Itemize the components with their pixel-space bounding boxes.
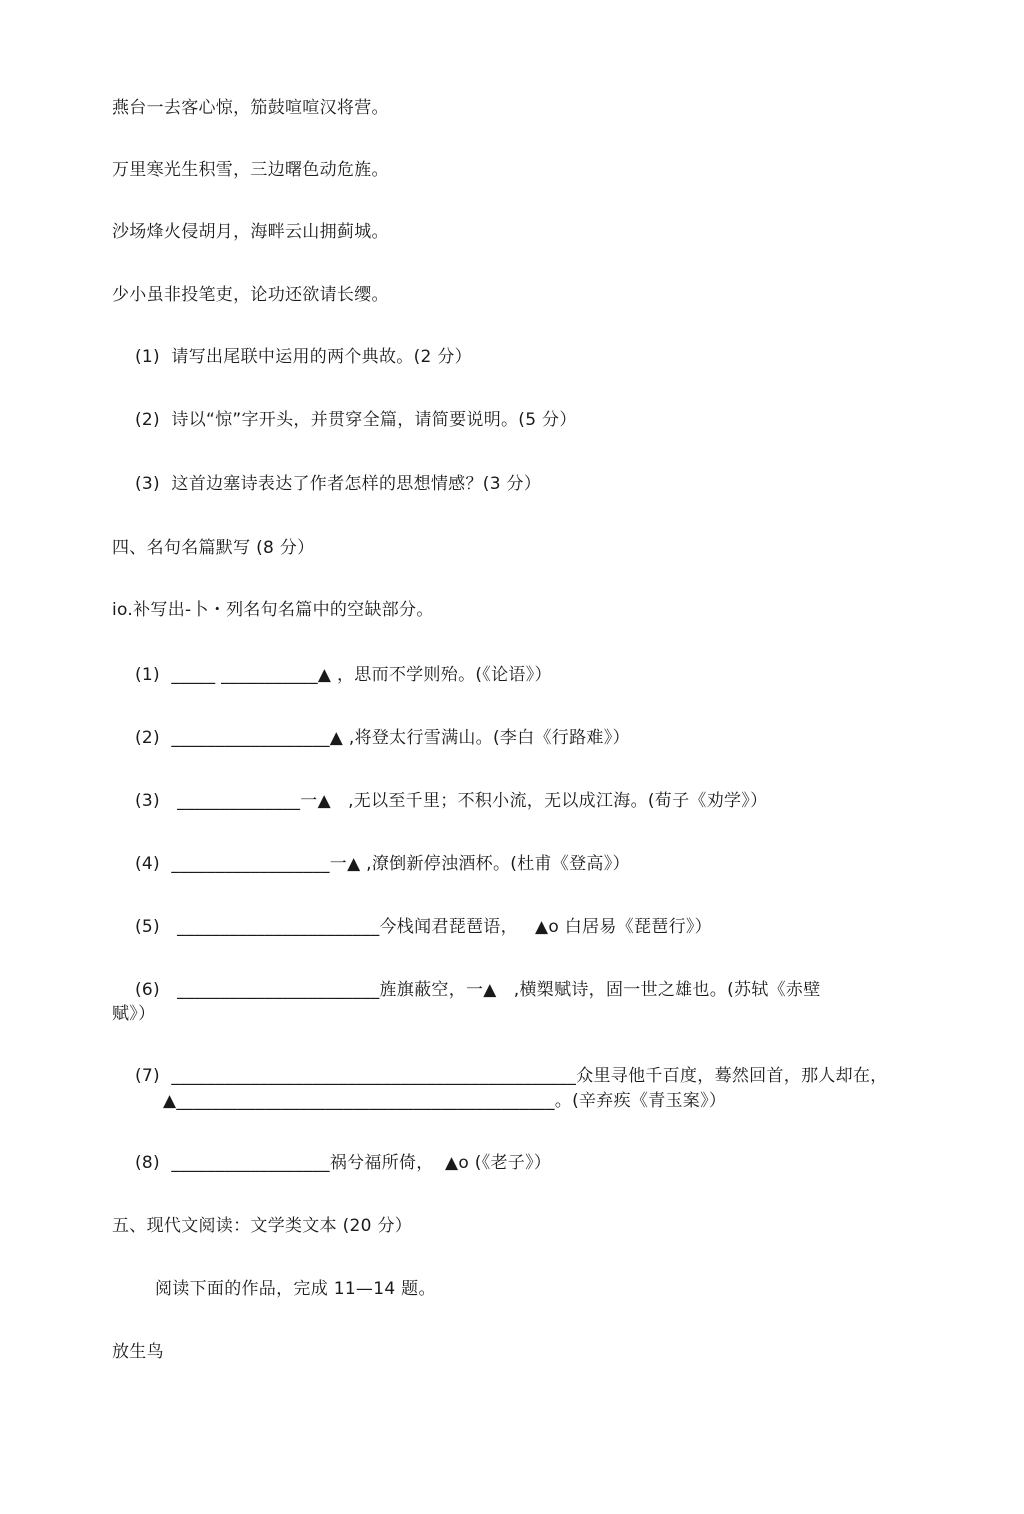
passage-title: 放生鸟 [112,1342,164,1362]
fill-blank-item-4: (4) __________________一▲ ,潦倒新停浊酒杯。(杜甫《登高》） [135,854,630,874]
fill-blank-item-2: (2) __________________▲ ,将登太行雪满山。(李白《行路难》） [135,728,630,748]
fill-blank-item-7: (7) ______________________________________________众里寻他千百度，蓦然回首，那人却在， [135,1066,888,1086]
section-4-heading: 四、名句名篇默写 (8 分） [112,538,315,558]
question-2: (2) 诗以“惊”字开头，并贯穿全篇，请简要说明。(5 分） [135,410,577,430]
poem-line-3: 沙场烽火侵胡月，海畔云山拥蓟城。 [112,222,389,242]
fill-blank-item-7-continuation: ▲___________________________________________。(辛弃疾《青玉案》） [163,1091,727,1111]
fill-blank-item-1: (1) _____ ___________▲ ，思而不学则殆。(《论语》） [135,665,552,685]
question-3: (3) 这首边塞诗表达了作者怎样的思想情感？(3 分） [135,474,542,494]
poem-line-2: 万里寒光生积雪，三边曙色动危旌。 [112,160,389,180]
poem-line-4: 少小虽非投笔吏，论功还欲请长缨。 [112,285,389,305]
fill-blank-item-6: (6) _______________________旌旗蔽空，一▲ ,横槊赋诗，固一世之雄也。(苏轼《赤壁 [135,980,821,1000]
fill-blank-item-3: (3) ______________一▲ ,无以至千里；不积小流，无以成江海。(荀子《劝学》） [135,791,768,811]
fill-blank-item-8: (8) __________________祸兮福所倚， ▲o (《老子》） [135,1153,552,1173]
section-4-instruction: io.补写出-卜・列名句名篇中的空缺部分。 [112,600,434,620]
section-5-instruction: 阅读下面的作品，完成 11—14 题。 [155,1279,436,1299]
question-1: (1) 请写出尾联中运用的两个典故。(2 分） [135,347,472,367]
section-5-heading: 五、现代文阅读：文学类文本 (20 分） [112,1216,413,1236]
fill-blank-item-5: (5) _______________________今栈闻君琵琶语， ▲o 白居易《琵琶行》） [135,917,712,937]
fill-blank-item-6-continuation: 赋》） [112,1004,156,1024]
poem-line-1: 燕台一去客心惊，笳鼓喧喧汉将营。 [112,98,389,118]
